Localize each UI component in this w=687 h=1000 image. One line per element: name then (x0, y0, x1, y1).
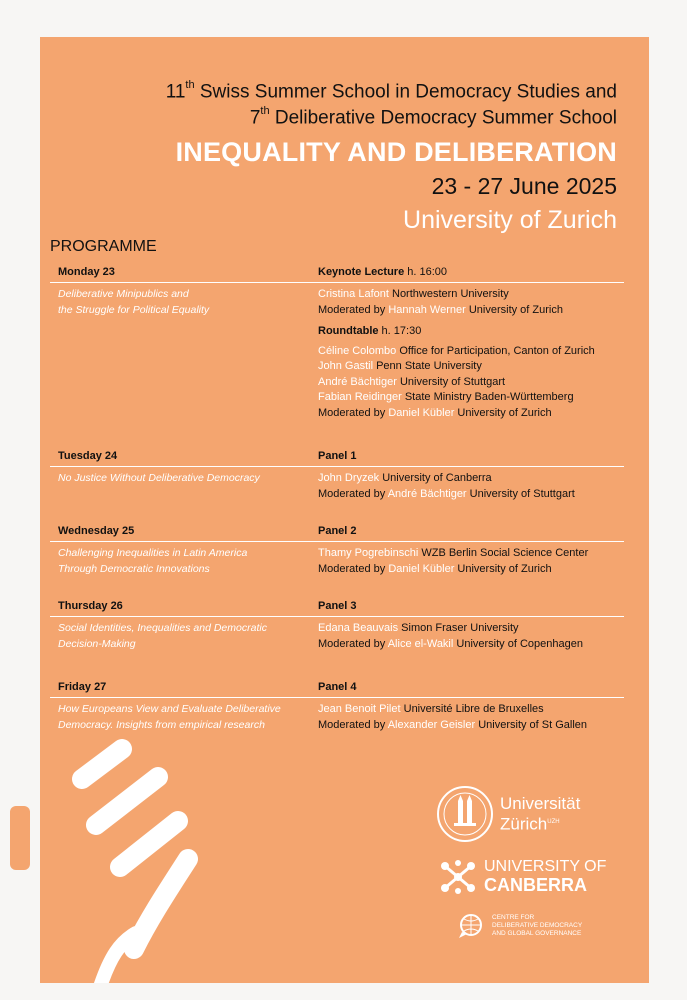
day-block (50, 522, 624, 597)
hand-finger-1 (82, 749, 122, 779)
day-name: Monday 23 (58, 266, 115, 278)
roundtable-label: Roundtable h. 17:30 (318, 325, 422, 337)
day-header (50, 447, 624, 467)
deliberative-democracy-centre-logo: CENTRE FOR DELIBERATIVE DEMOCRACY AND GLOBAL GOVERNANCE (456, 913, 582, 939)
moderator-line: Moderated by Alice el-Wakil University of Copenhagen (318, 637, 583, 650)
programme-table (50, 263, 624, 733)
moderator-line: Moderated by Alexander Geisler University of St Gallen (318, 718, 588, 731)
moderator-line: Moderated by Daniel Kübler University of Zurich (318, 406, 552, 419)
event-title: INEQUALITY AND DELIBERATION (175, 137, 617, 167)
canberra-logo: UNIVERSITY OF CANBERRA (440, 857, 606, 896)
roundtable-member: Fabian Reidinger State Ministry Baden-Württemberg (318, 391, 574, 403)
event-dates: 23 - 27 June 2025 (431, 173, 617, 199)
speaker-line: Edana Beauvais Simon Fraser University (318, 622, 519, 634)
header-line-1: 11th Swiss Summer School in Democracy Studies and (165, 79, 617, 103)
session-label: Panel 3 (318, 600, 357, 612)
day-name: Wednesday 25 (58, 525, 135, 537)
speaker-line: Cristina Lafont Northwestern University (318, 288, 509, 300)
speech-globe-icon (456, 913, 486, 939)
session-details (318, 702, 587, 733)
event-venue: University of Zurich (403, 206, 617, 234)
session-details (318, 546, 588, 577)
day-block (50, 678, 624, 733)
side-tab (10, 806, 30, 870)
speaker-line: Jean Benoit Pilet Université Libre de Bruxelles (318, 703, 544, 715)
moderator-line: Moderated by André Bächtiger University of Stuttgart (318, 487, 575, 500)
roundtable-member: John Gastil Penn State University (318, 360, 482, 372)
poster (40, 37, 649, 983)
session-details (318, 621, 583, 652)
day-block (50, 447, 624, 522)
roundtable-member: André Bächtiger University of Stuttgart (318, 375, 506, 388)
day-block (50, 263, 624, 447)
hand-graphic (40, 737, 240, 983)
session-label: Panel 4 (318, 681, 357, 693)
hand-finger-2 (96, 777, 158, 825)
programme-heading: PROGRAMME (50, 238, 157, 255)
day-name: Tuesday 24 (58, 450, 118, 462)
day-header (50, 263, 624, 283)
day-name: Friday 27 (58, 681, 107, 693)
day-header (50, 597, 624, 617)
moderator-line: Moderated by Daniel Kübler University of Zurich (318, 562, 552, 575)
header-line-2: 7th Deliberative Democracy Summer School (249, 105, 617, 129)
session-label: Panel 2 (318, 525, 357, 537)
day-topic: No Justice Without Deliberative Democracy (58, 472, 260, 484)
session-details (318, 471, 575, 502)
session-details (318, 287, 595, 421)
day-topic: Deliberative Minipublics and the Struggle for Political Equality (58, 288, 210, 316)
day-block (50, 597, 624, 678)
day-header (50, 522, 624, 542)
canberra-star-icon (440, 860, 476, 894)
day-topic: Social Identities, Inequalities and Democratic Decision-Making (58, 622, 267, 650)
day-topic: Challenging Inequalities in Latin America Through Democratic Innovations (58, 547, 248, 575)
day-topic: How Europeans View and Evaluate Deliberative Democracy. Insights from empirical research (58, 703, 281, 731)
speaker-line: John Dryzek University of Canberra (318, 472, 492, 484)
speaker-line: Thamy Pogrebinschi WZB Berlin Social Science Center (318, 547, 589, 559)
hand-finger-3 (120, 821, 178, 867)
session-label: Panel 1 (318, 450, 357, 462)
uzh-logo: Universität Zürich$^{UZH}$ (436, 785, 580, 843)
session-label: Keynote Lecture h. 16:00 (318, 266, 448, 278)
day-header (50, 678, 624, 698)
uzh-seal-icon (436, 785, 494, 843)
roundtable-member: Céline Colombo Office for Participation, Canton of Zurich (318, 344, 595, 357)
moderator-line: Moderated by Hannah Werner University of Zurich (318, 303, 563, 316)
day-name: Thursday 26 (58, 600, 123, 612)
